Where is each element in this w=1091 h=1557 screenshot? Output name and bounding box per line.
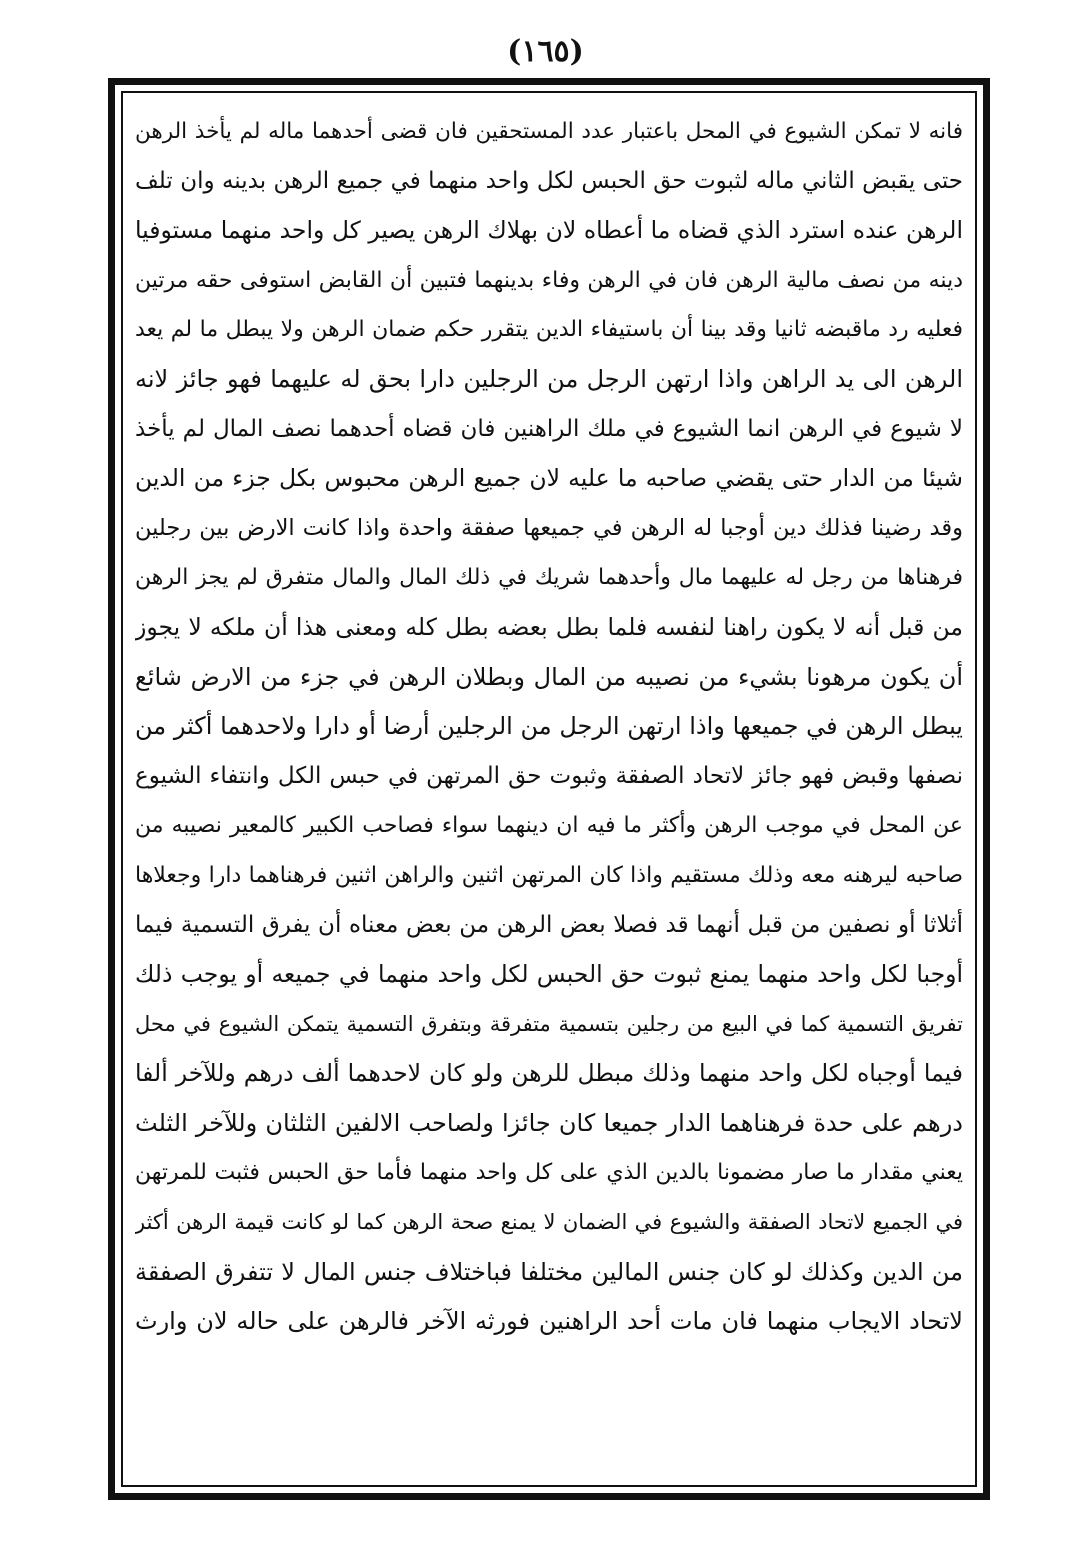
text-line: أثلاثا أو نصفين من قبل أنهما قد فصلا بعض الرهن من بعض معناه أن يفرق التسمية فيما: [135, 911, 963, 938]
text-line: فرهناها من رجل له عليهما مال وأحدهما شريك في ذلك المال والمال متفرق لم يجز الرهن: [135, 565, 963, 591]
text-line: عن المحل في موجب الرهن وأكثر ما فيه ان دينهما سواء فصاحب الكبير كالمعير نصيبه من: [135, 813, 963, 839]
text-line: أوجبا لكل واحد منهما يمنع ثبوت حق الحبس لكل واحد منهما في جميعه أو يوجب ذلك: [135, 960, 963, 989]
page-frame-inner: [121, 91, 977, 1487]
body-text: [135, 107, 963, 1347]
text-line: يعني مقدار ما صار مضمونا بالدين الذي على كل واحد منهما فأما حق الحبس فثبت للمرتهن: [135, 1160, 963, 1186]
text-line: من الدين وكذلك لو كان جنس المالين مختلفا فباختلاف جنس المال لا تتفرق الصفقة: [135, 1257, 963, 1286]
text-line: في الجميع لاتحاد الصفقة والشيوع في الضمان لا يمنع صحة الرهن كما لو كانت قيمة الرهن أكثر: [135, 1210, 963, 1235]
text-line: لاتحاد الايجاب منهما فان مات أحد الراهنين فورثه الآخر فالرهن على حاله لان وارث: [135, 1307, 963, 1336]
text-line: دينه من نصف مالية الرهن فان في الرهن وفاء بدينهما فتبين أن القابض استوفى حقه مرتين: [135, 267, 963, 293]
text-line: الرهن عنده استرد الذي قضاه ما أعطاه لان بهلاك الرهن يصير كل واحد منهما مستوفيا: [135, 216, 963, 245]
text-line: حتى يقبض الثاني ماله لثبوت حق الحبس لكل واحد منهما في جميع الرهن بدينه وان تلف: [135, 167, 963, 194]
text-line: فانه لا تمكن الشيوع في المحل باعتبار عدد المستحقين فان قضى أحدهما ماله لم يأخذ الرهن: [135, 119, 963, 144]
page-frame: [108, 78, 990, 1500]
text-line: فعليه رد ماقبضه ثانيا وقد بينا أن باستيفاء الدين يتقرر حكم ضمان الرهن ولا يبطل ما لم يعد: [135, 317, 963, 343]
text-line: نصفها وقبض فهو جائز لاتحاد الصفقة وثبوت حق المرتهن في حبس الكل وانتفاء الشيوع: [135, 762, 963, 789]
page-number: (١٦٥): [507, 34, 584, 69]
text-line: شيئا من الدار حتى يقضي صاحبه ما عليه لان جميع الرهن محبوس بكل جزء من الدين: [135, 464, 963, 493]
text-line: درهم على حدة فرهناهما الدار جميعا كان جائزا ولصاحب الالفين الثلثان وللآخر الثلث: [135, 1108, 963, 1137]
text-line: صاحبه ليرهنه معه وذلك مستقيم واذا كان المرتهن اثنين والراهن اثنين فرهناهما دارا وجعلاها: [135, 862, 963, 888]
text-line: لا شيوع في الرهن انما الشيوع في ملك الراهنين فان قضاه أحدهما نصف المال لم يأخذ: [135, 415, 963, 442]
text-line: فيما أوجباه لكل واحد منهما وذلك مبطل للرهن ولو كان لاحدهما ألف درهم وللآخر ألفا: [135, 1059, 963, 1088]
text-line: وقد رضينا فذلك دين أوجبا له الرهن في جميعها صفقة واحدة واذا كانت الارض بين رجلين: [135, 514, 963, 541]
text-line: الرهن الى يد الراهن واذا ارتهن الرجل من الرجلين دارا بحق له عليهما فهو جائز لانه: [135, 364, 963, 393]
text-line: أن يكون مرهونا بشيء من نصيبه من المال وبطلان الرهن في جزء من الارض شائع: [135, 662, 963, 691]
text-line: من قبل أنه لا يكون راهنا لنفسه فلما بطل بعضه بطل كله ومعنى هذا أن ملكه لا يجوز: [135, 612, 963, 641]
text-line: تفريق التسمية كما في البيع من رجلين بتسمية متفرقة وبتفرق التسمية يتمكن الشيوع في محل: [135, 1011, 963, 1036]
text-line: يبطل الرهن في جميعها واذا ارتهن الرجل من الرجلين أرضا أو دارا ولاحدهما أكثر من: [135, 712, 963, 741]
